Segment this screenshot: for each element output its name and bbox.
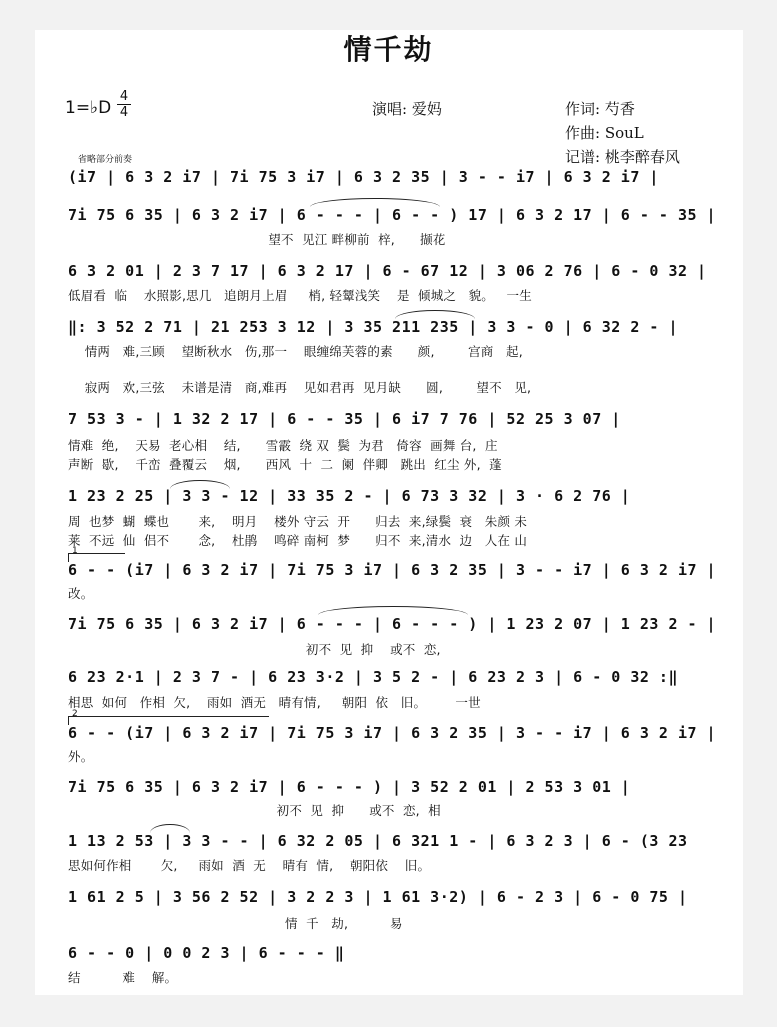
lyric-line-7: 改。 [68, 586, 94, 601]
score-line-3: 6 3 2 01 | 2 3 7 17 | 6 3 2 17 | 6 - 67 12 | 3 06 2 76 | 6 - 0 32 | [68, 262, 707, 280]
lyric-line-6a: 周 也梦 蝴 蝶也 来, 明月 楼外 守云 开 归去 来,绿鬓 衰 朱颜 未 [68, 514, 528, 529]
lyric-line-3: 低眉看 临 水照影,思几 追朗月上眉 梢, 轻颦浅笑 是 倾城之 貌。 一生 [68, 288, 532, 303]
lyric-line-2: 望不 见江 畔柳前 梓, 撷花 [68, 232, 446, 247]
meter-top: 4 [119, 89, 129, 104]
volta-2: 2 [68, 716, 269, 725]
volta-1: 1 [68, 553, 125, 562]
score-line-8: 7i 75 6 35 | 6 3 2 i7 | 6 - - - | 6 - - - ) | 1 23 2 07 | 1 23 2 - | [68, 615, 717, 633]
omitted-intro-note: 省略部分前奏 [78, 155, 133, 165]
lyric-line-6b: 莱 不远 仙 侣不 念, 杜鹃 鸣碎 南柯 梦 归不 来,清水 边 人在 山 [68, 533, 528, 548]
score-line-10: 6 - - (i7 | 6 3 2 i7 | 7i 75 3 i7 | 6 3 2 35 | 3 - - i7 | 6 3 2 i7 | [68, 724, 717, 742]
lyric-line-4a: 情两 难,三顾 望断秋水 伤,那一 眼缠绵芙蓉的素 颜, 宫商 起, [68, 344, 523, 359]
score-line-14: 6 - - 0 | 0 0 2 3 | 6 - - - ‖ [68, 944, 345, 962]
lyric-line-4b: 寂两 欢,三弦 未谱是清 商,难再 见如君再 见月缺 圆, 望不 见, [68, 380, 532, 395]
lyric-line-11: 初不 见 抑 或不 恋, 相 [68, 803, 441, 818]
score-line-4: ‖: 3 52 2 71 | 21 253 3 12 | 3 35 211 235 | 3 3 - 0 | 6 32 2 - | [68, 318, 678, 336]
score-line-7: 6 - - (i7 | 6 3 2 i7 | 7i 75 3 i7 | 6 3 2 35 | 3 - - i7 | 6 3 2 i7 | [68, 561, 717, 579]
lyric-line-13: 情 千 劫, 易 [68, 916, 403, 931]
lyricist-credit: 作词: 芍香 [565, 100, 635, 118]
transcriber-credit: 记谱: 桃李醉春风 [565, 148, 680, 166]
score-line-1: (i7 | 6 3 2 i7 | 7i 75 3 i7 | 6 3 2 35 | 3 - - i7 | 6 3 2 i7 | [68, 168, 659, 186]
singer-credit: 演唱: 爱妈 [372, 100, 442, 118]
lyric-line-9: 相思 如何 作相 欠, 雨如 酒无 晴有情, 朝阳 依 旧。 一世 [68, 695, 481, 710]
score-line-12: 1 13 2 53 | 3 3 - - | 6 32 2 05 | 6 321 1 - | 6 3 2 3 | 6 - (3 23 [68, 832, 688, 850]
score-line-13: 1 61 2 5 | 3 56 2 52 | 3 2 2 3 | 1 61 3·2) | 6 - 2 3 | 6 - 0 75 | [68, 888, 688, 906]
composer-credit: 作曲: SouL [565, 124, 644, 142]
time-signature [117, 90, 131, 119]
key-signature: 1=♭D [65, 98, 112, 118]
score-line-5: 7 53 3 - | 1 32 2 17 | 6 - - 35 | 6 i7 7 76 | 52 25 3 07 | [68, 410, 621, 428]
lyric-line-10: 外。 [68, 749, 94, 764]
lyric-line-14: 结 难 解。 [68, 970, 178, 985]
score-line-9: 6 23 2·1 | 2 3 7 - | 6 23 3·2 | 3 5 2 - | 6 23 2 3 | 6 - 0 32 :‖ [68, 668, 678, 686]
lyric-line-12: 思如何作相 欠, 雨如 酒 无 晴有 情, 朝阳依 旧。 [68, 858, 431, 873]
song-title: 情千劫 [343, 33, 434, 66]
score-line-6: 1 23 2 25 | 3 3 - 12 | 33 35 2 - | 6 73 3 32 | 3 · 6 2 76 | [68, 487, 631, 505]
meter-bottom: 4 [119, 105, 129, 120]
lyric-line-8: 初不 见 抑 或不 恋, [68, 642, 441, 657]
lyric-line-5b: 声断 歇, 千峦 叠覆云 烟, 西风 十 二 阑 伴卿 跳出 红尘 外, 蓬 [68, 457, 502, 472]
lyric-line-5a: 情难 绝, 天易 老心相 结, 雪霰 绕 双 鬓 为君 倚容 画舞 台, 庄 [68, 438, 498, 453]
score-line-2: 7i 75 6 35 | 6 3 2 i7 | 6 - - - | 6 - - ) 17 | 6 3 2 17 | 6 - - 35 | [68, 206, 717, 224]
score-line-11: 7i 75 6 35 | 6 3 2 i7 | 6 - - - ) | 3 52 2 01 | 2 53 3 01 | [68, 778, 631, 796]
